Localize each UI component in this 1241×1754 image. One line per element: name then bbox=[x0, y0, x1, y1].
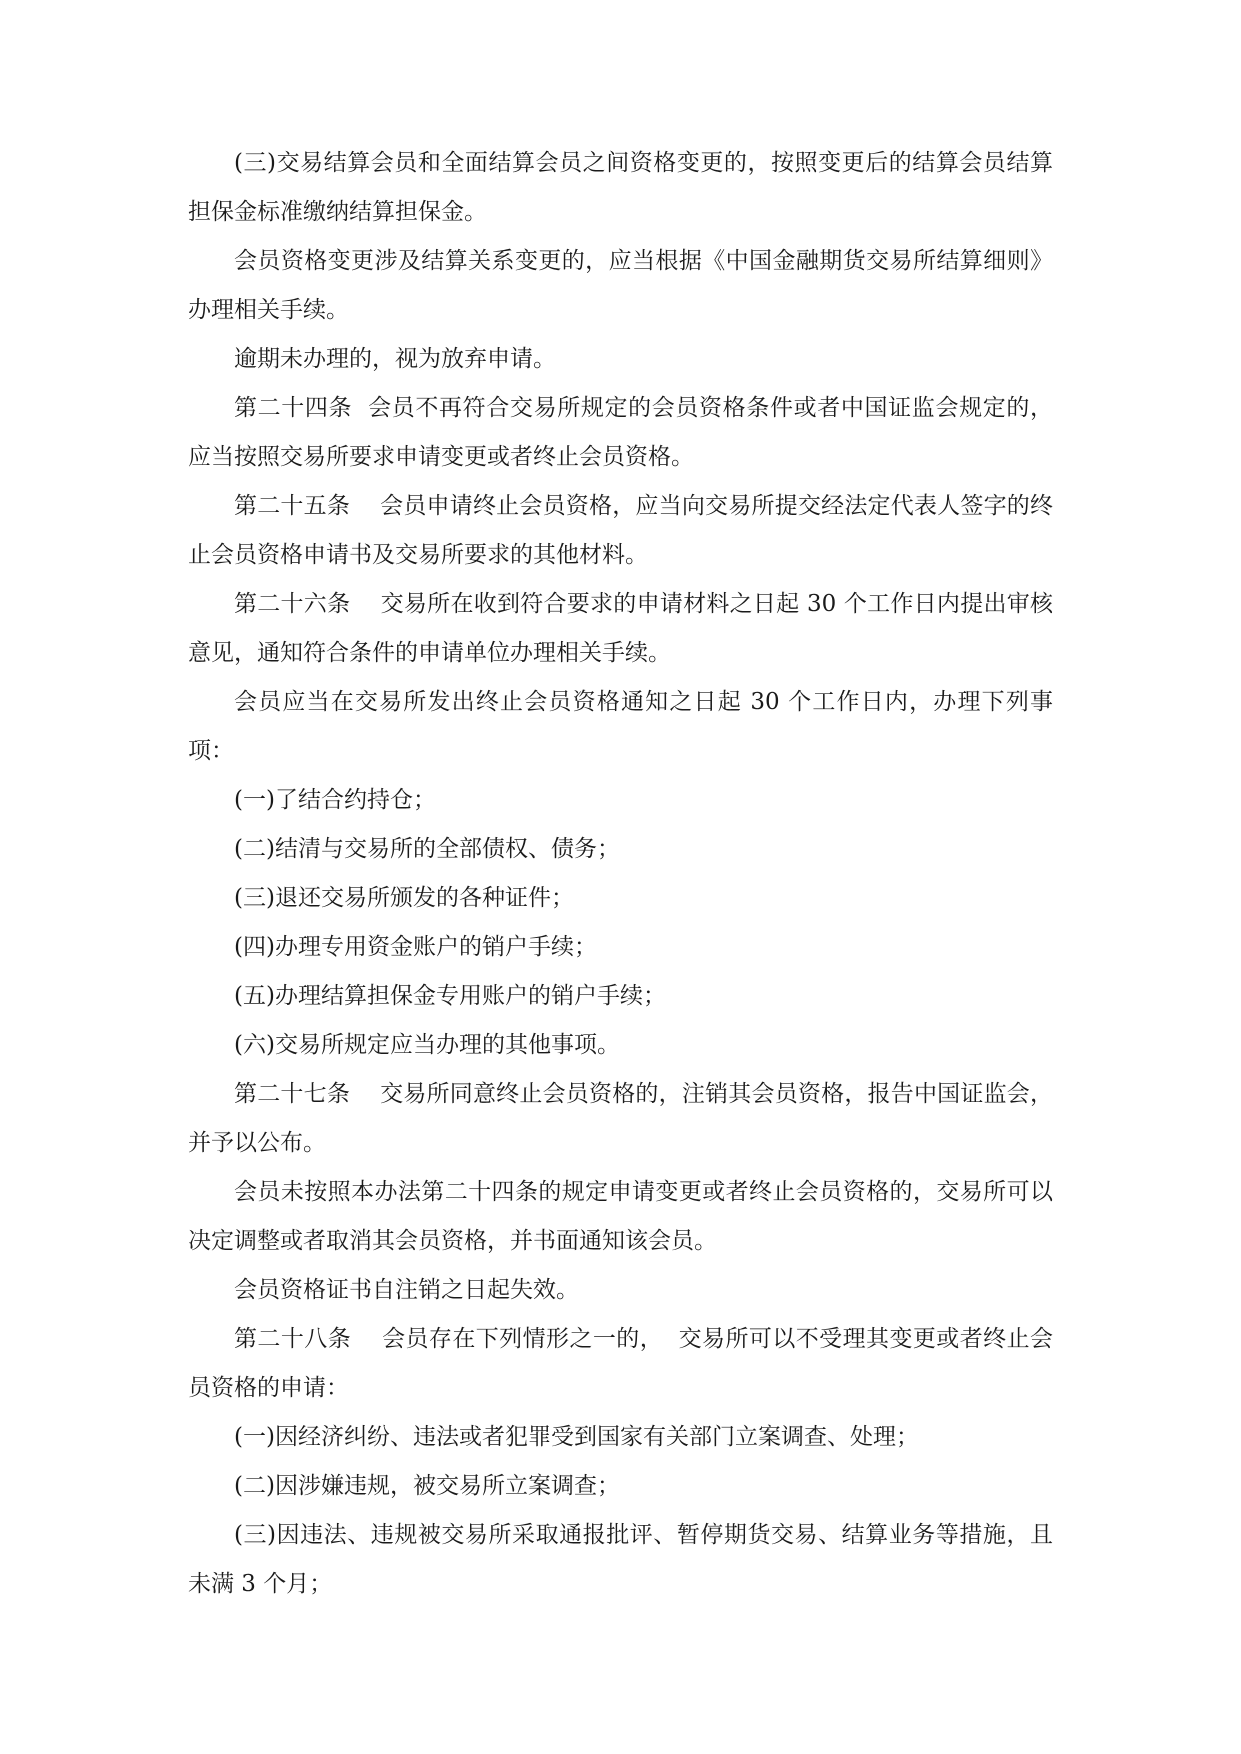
paragraph: 会员未按照本办法第二十四条的规定申请变更或者终止会员资格的，交易所可以决定调整或者取消其会员资格，并书面通知该会员。 bbox=[188, 1179, 1053, 1254]
list-item: (三)退还交易所颁发的各种证件； bbox=[234, 885, 574, 911]
article-25: 第二十五条 会员申请终止会员资格，应当向交易所提交经法定代表人签字的终止会员资格申请书及交易所要求的其他材料。 bbox=[188, 493, 1053, 568]
list-item: (一)了结合约持仓； bbox=[234, 787, 436, 813]
article-27: 第二十七条 交易所同意终止会员资格的，注销其会员资格，报告中国证监会，并予以公布。 bbox=[188, 1081, 1053, 1156]
list-item: (一)因经济纠纷、违法或者犯罪受到国家有关部门立案调查、处理； bbox=[234, 1424, 919, 1450]
article-26: 第二十六条 交易所在收到符合要求的申请材料之日起 30 个工作日内提出审核意见，通知符合条件的申请单位办理相关手续。 bbox=[188, 591, 1053, 666]
list-item: (四)办理专用资金账户的销户手续； bbox=[234, 934, 597, 960]
list-item: (二)结清与交易所的全部债权、债务； bbox=[234, 836, 620, 862]
document-body bbox=[188, 139, 1053, 1609]
article-24: 第二十四条 会员不再符合交易所规定的会员资格条件或者中国证监会规定的，应当按照交易所要求申请变更或者终止会员资格。 bbox=[188, 395, 1053, 470]
paragraph: 会员资格变更涉及结算关系变更的，应当根据《中国金融期货交易所结算细则》办理相关手续。 bbox=[188, 248, 1053, 323]
paragraph: 逾期未办理的，视为放弃申请。 bbox=[234, 346, 556, 372]
paragraph: 会员应当在交易所发出终止会员资格通知之日起 30 个工作日内，办理下列事项： bbox=[188, 689, 1053, 764]
list-item: (二)因涉嫌违规，被交易所立案调查； bbox=[234, 1473, 620, 1499]
article-28: 第二十八条 会员存在下列情形之一的， 交易所可以不受理其变更或者终止会员资格的申请： bbox=[188, 1326, 1053, 1401]
paragraph: 会员资格证书自注销之日起失效。 bbox=[234, 1277, 579, 1303]
list-item: (六)交易所规定应当办理的其他事项。 bbox=[234, 1032, 620, 1058]
list-item: (五)办理结算担保金专用账户的销户手续； bbox=[234, 983, 666, 1009]
paragraph: (三)交易结算会员和全面结算会员之间资格变更的，按照变更后的结算会员结算担保金标准缴纳结算担保金。 bbox=[188, 150, 1053, 225]
list-item: (三)因违法、违规被交易所采取通报批评、暂停期货交易、结算业务等措施，且未满 3 个月； bbox=[188, 1522, 1053, 1597]
